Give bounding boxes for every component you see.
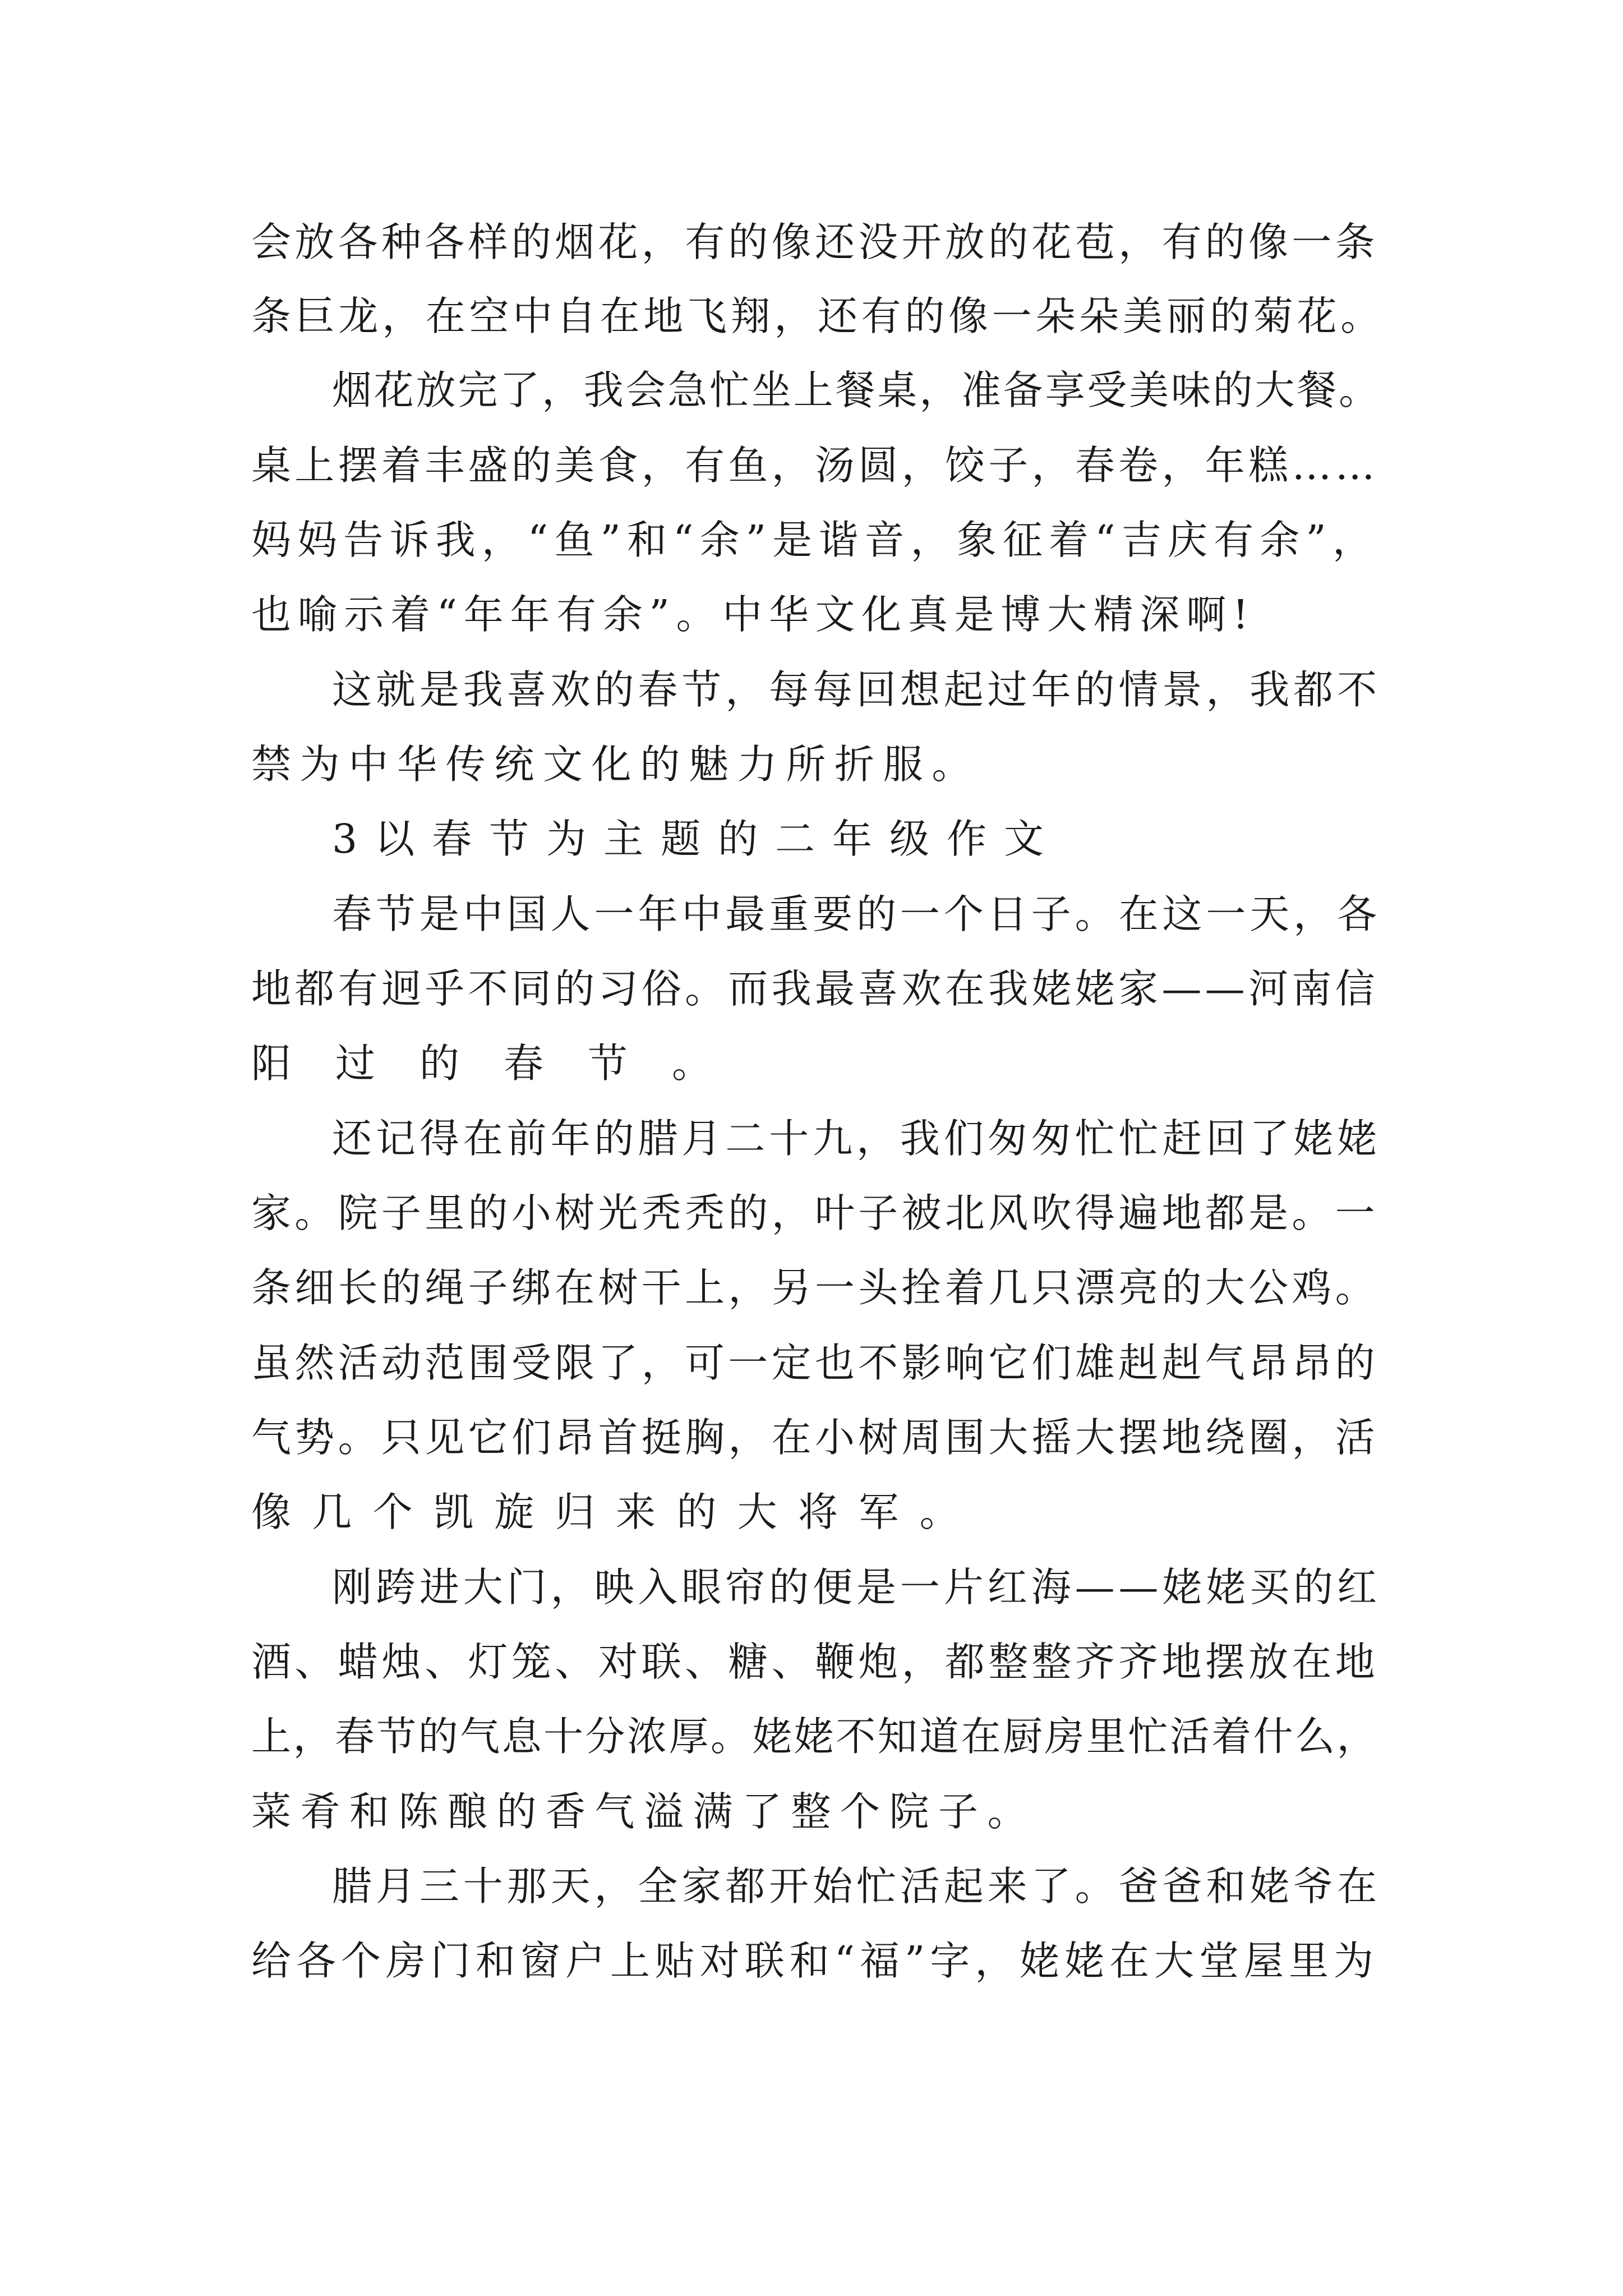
- text-line: 菜肴和陈酿的香气溢满了整个院子。: [251, 1788, 1036, 1835]
- section-heading: 3以春节为主题的二年级作文: [332, 816, 1061, 862]
- text-line: 会放各种各样的烟花，有的像还没开放的花苞，有的像一条: [251, 219, 1378, 265]
- text-line: 上，春节的气息十分浓厚。姥姥不知道在厨房里忙活着什么，: [251, 1713, 1378, 1760]
- text-line: 家。院子里的小树光秃秃的，叶子被北风吹得遍地都是。一: [251, 1190, 1378, 1236]
- text-line: 禁为中华传统文化的魅力所折服。: [251, 741, 980, 788]
- text-line: 也喻示着“年年有余”。中华文化真是博大精深啊!: [251, 591, 1255, 638]
- text-line: 气势。只见它们昂首挺胸，在小树周围大摇大摆地绕圈，活: [251, 1414, 1378, 1461]
- text-line: 腊月三十那天，全家都开始忙活起来了。爸爸和姥爷在: [332, 1863, 1381, 1910]
- text-line: 酒、蜡烛、灯笼、对联、糖、鞭炮，都整整齐齐地摆放在地: [251, 1639, 1378, 1685]
- text-line: 桌上摆着丰盛的美食，有鱼，汤圆，饺子，春卷，年糕……: [251, 442, 1378, 489]
- text-line: 虽然活动范围受限了，可一定也不影响它们雄赳赳气昂昂的: [251, 1340, 1378, 1386]
- text-line: 条细长的绳子绑在树干上，另一头拴着几只漂亮的大公鸡。: [251, 1264, 1378, 1311]
- text-line: 春节是中国人一年中最重要的一个日子。在这一天，各: [332, 891, 1381, 937]
- text-line: 给各个房门和窗户上贴对联和“福”字，姥姥在大堂屋里为: [251, 1938, 1378, 1984]
- text-line: 条巨龙，在空中自在地飞翔，还有的像一朵朵美丽的菊花。: [251, 293, 1384, 339]
- text-line: 刚跨进大门，映入眼帘的便是一片红海——姥姥买的红: [332, 1564, 1381, 1611]
- text-line: 阳过的春节。: [251, 1040, 756, 1087]
- text-line: 地都有迥乎不同的习俗。而我最喜欢在我姥姥家——河南信: [251, 965, 1378, 1012]
- text-line: 这就是我喜欢的春节，每每回想起过年的情景，我都不: [332, 666, 1381, 713]
- text-line: 像几个凯旋归来的大将军。: [251, 1489, 980, 1535]
- text-line: 烟花放完了，我会急忙坐上餐桌，准备享受美味的大餐。: [332, 367, 1381, 413]
- text-line: 还记得在前年的腊月二十九，我们匆匆忙忙赶回了姥姥: [332, 1115, 1381, 1162]
- text-line: 妈妈告诉我，“鱼”和“余”是谐音，象征着“吉庆有余”，: [251, 517, 1378, 563]
